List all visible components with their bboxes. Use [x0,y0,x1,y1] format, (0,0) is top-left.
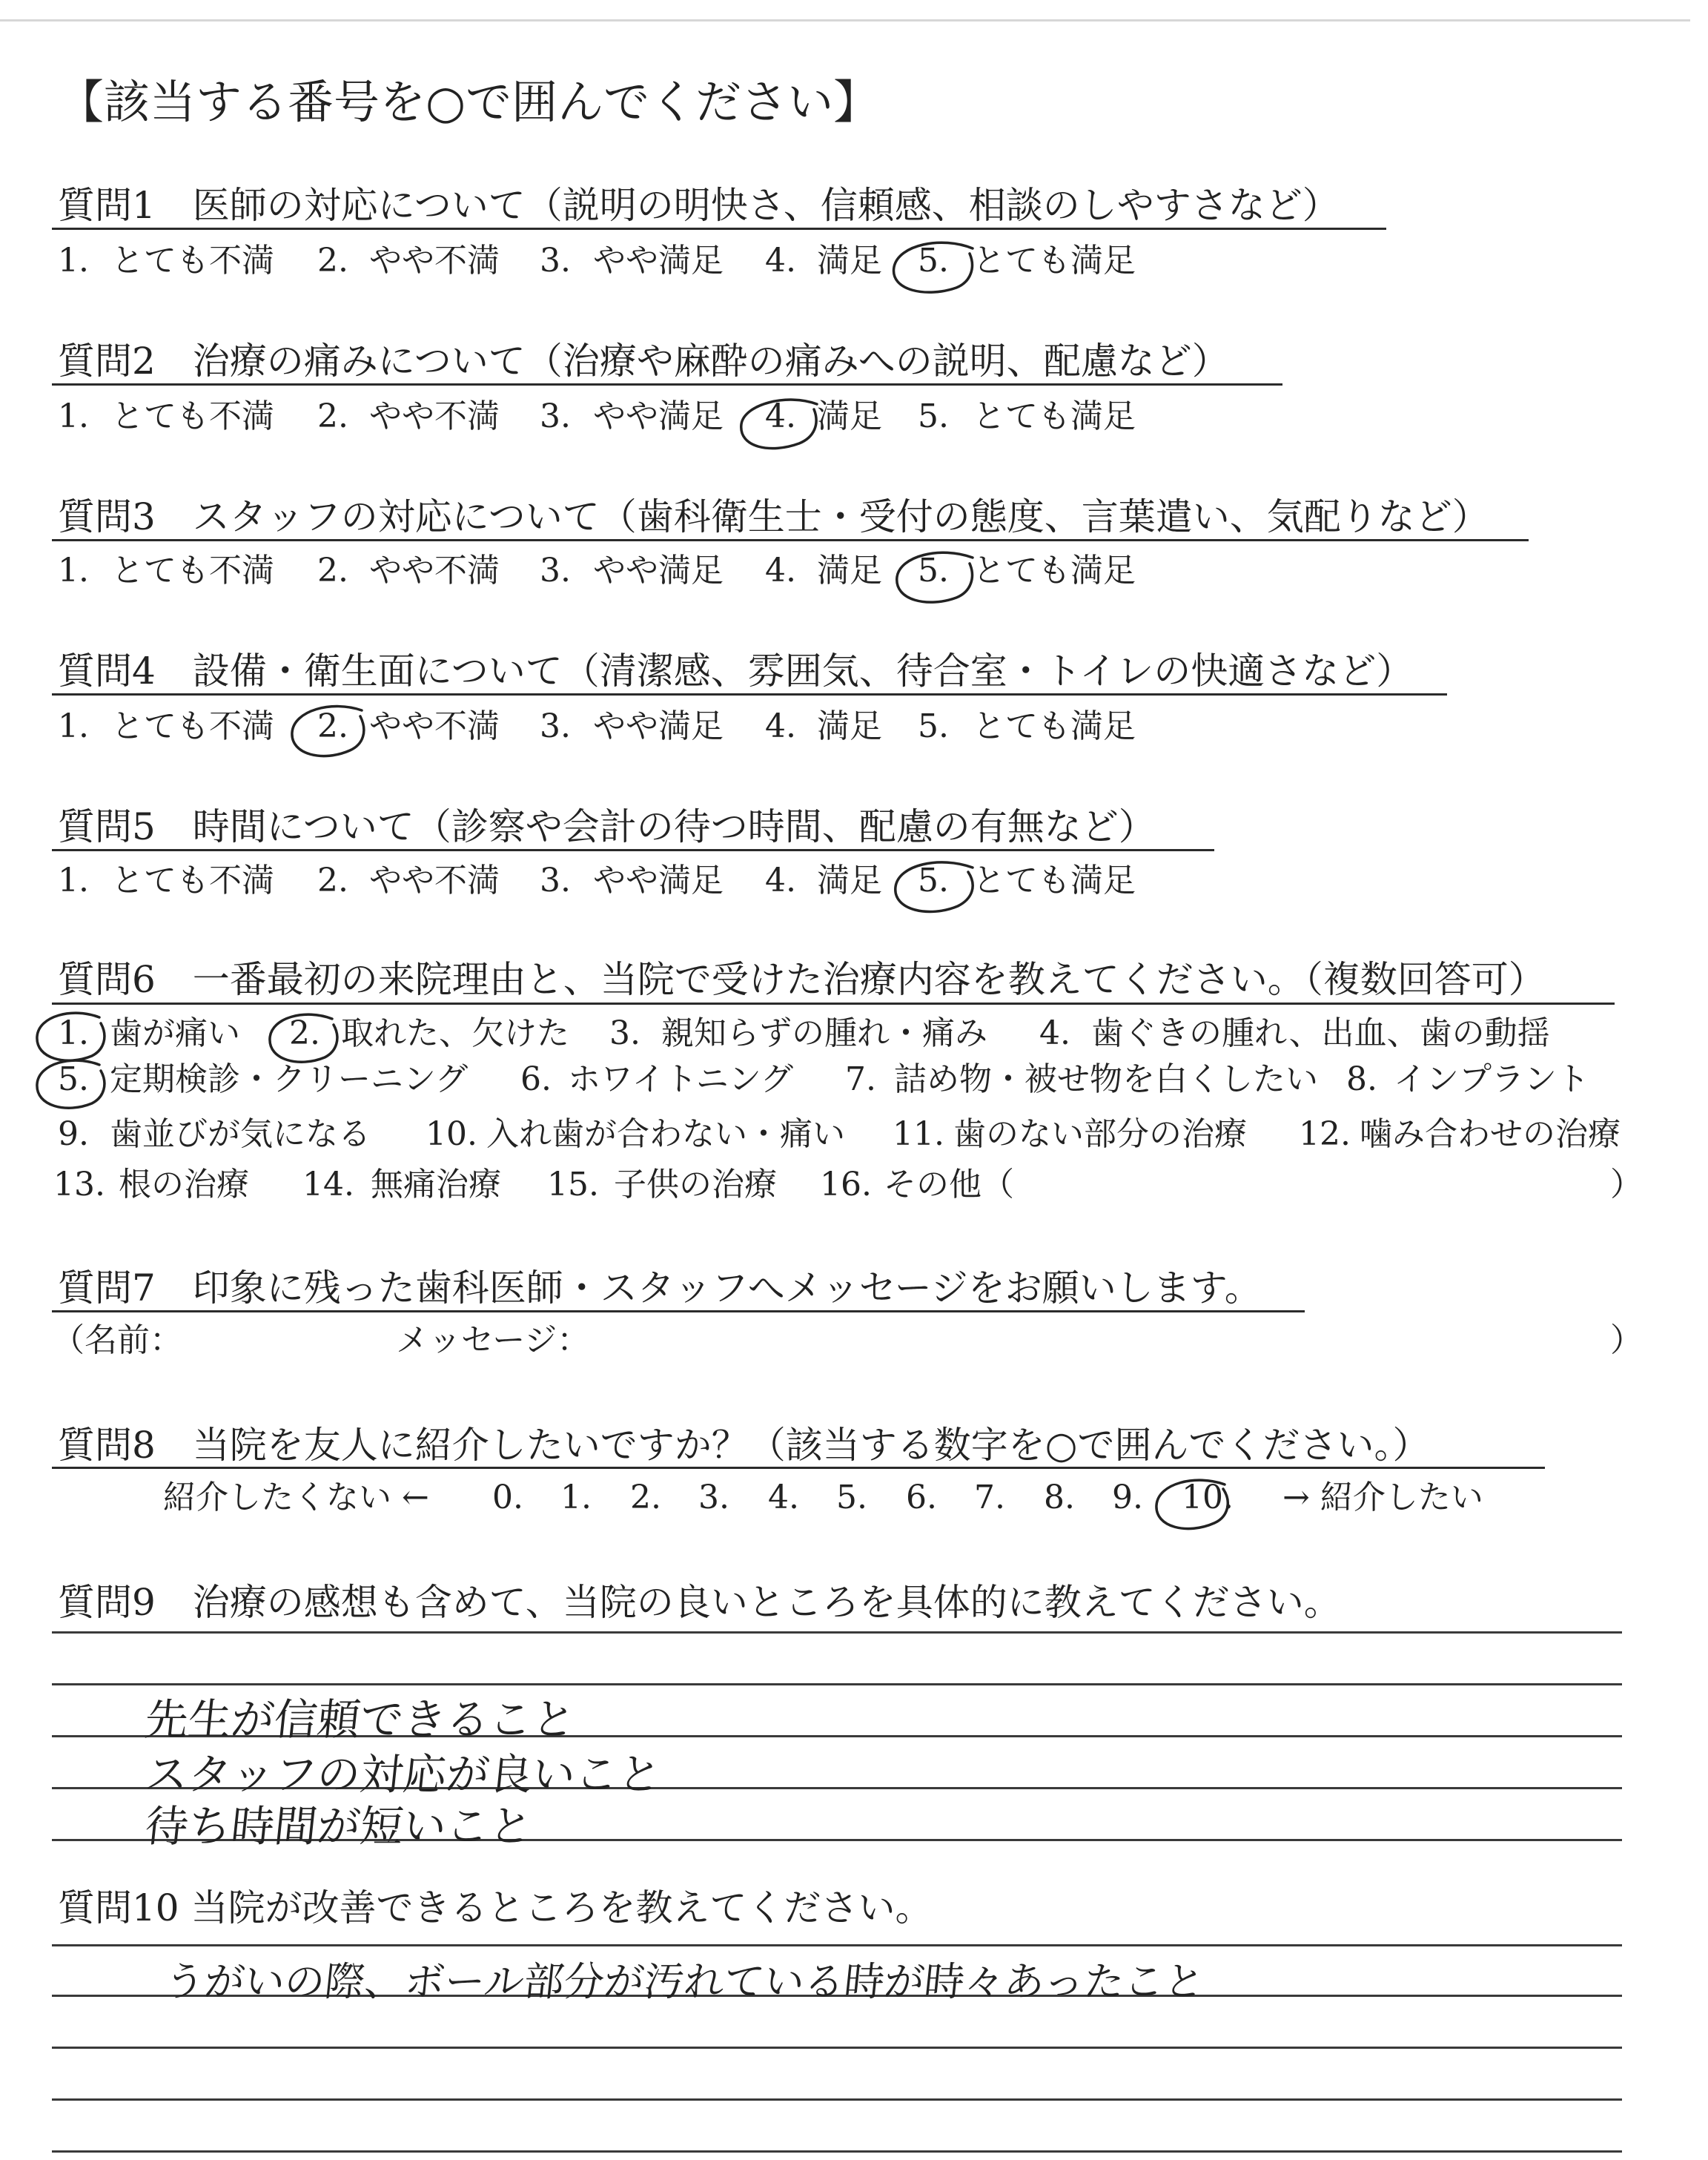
q6-opt8-text: インプラント [1394,1060,1589,1098]
q5-opt3-num[interactable]: 3. [540,862,571,899]
q2-opt1-num[interactable]: 1. [58,397,89,435]
q6-opt11-text: 歯のない部分の治療 [953,1115,1247,1153]
q10-handwritten-answer: うがいの際、ボール部分が汚れている時が時々あったこと [162,1958,1207,2005]
q2-opt2-num[interactable]: 2. [317,397,348,435]
q5-opt2-num[interactable]: 2. [317,862,348,899]
q5-opt1-text: とても不満 [111,862,274,899]
q6-opt16-num[interactable]: 16. [820,1166,872,1203]
q8-scale-6[interactable]: 6. [906,1479,937,1516]
q1-opt4-num[interactable]: 4. [765,242,796,280]
q5-opt4-text: 満足 [817,862,882,899]
q1-opt3-num[interactable]: 3. [540,242,571,280]
q6-opt7-num[interactable]: 7. [845,1060,876,1098]
q1-opt5-text: とても満足 [973,242,1136,280]
q4-opt5-text: とても満足 [973,707,1136,745]
q7-name-label: （名前： [52,1321,182,1359]
question-9-label: 質問9 治療の感想も含めて、当院の良いところを具体的に教えてください。 [58,1581,1341,1624]
q8-circle-mark [1156,1480,1228,1528]
q5-opt3-text: やや満足 [593,862,724,899]
q2-opt4-num[interactable]: 4. [765,397,796,435]
q8-scale-8[interactable]: 8. [1044,1479,1075,1516]
q3-circle-mark [897,552,973,602]
q6-opt5-num[interactable]: 5. [58,1060,89,1098]
q6-opt9-text: 歯並びが気になる [110,1115,371,1153]
q2-opt4-text: 満足 [817,397,882,435]
q8-scale-0[interactable]: 0. [492,1479,523,1516]
q8-scale-1[interactable]: 1. [560,1479,592,1516]
q6-opt15-text: 子供の治療 [614,1166,777,1203]
q2-opt5-text: とても満足 [973,397,1136,435]
q4-opt2-num[interactable]: 2. [317,707,348,745]
q8-scale-9[interactable]: 9. [1112,1479,1143,1516]
q6-opt6-text: ホワイトニング [568,1060,794,1098]
q3-opt4-num[interactable]: 4. [765,552,796,589]
question-8-label: 質問8 当院を友人に紹介したいですか？（該当する数字を○で囲んでください。） [58,1424,1430,1467]
q4-opt1-num[interactable]: 1. [58,707,89,745]
q3-opt1-num[interactable]: 1. [58,552,89,589]
q4-opt1-text: とても不満 [111,707,274,745]
q2-opt5-num[interactable]: 5. [918,397,949,435]
q6-opt4-text: 歯ぐきの腫れ、出血、歯の動揺 [1091,1014,1550,1052]
q1-circle-mark [894,242,973,292]
q6-other-close-paren: ） [1610,1166,1643,1203]
q2-opt3-text: やや満足 [593,397,724,435]
q5-opt4-num[interactable]: 4. [765,862,796,899]
q3-opt2-num[interactable]: 2. [317,552,348,589]
q6-opt11-num[interactable]: 11. [893,1115,944,1153]
q6-opt12-num[interactable]: 12. [1299,1115,1351,1153]
q6-opt14-num[interactable]: 14. [302,1166,354,1203]
question-7-label: 質問7 印象に残った歯科医師・スタッフへメッセージをお願いします。 [58,1266,1262,1309]
q6-opt1-num[interactable]: 1. [58,1014,89,1052]
q5-opt1-num[interactable]: 1. [58,862,89,899]
q9-handwritten-answer-2: スタッフの対応が良いこと [142,1749,664,1800]
q6-opt2-circle-mark [270,1014,337,1062]
question-2-label: 質問2 治療の痛みについて（治療や麻酔の痛みへの説明、配慮など） [58,340,1229,383]
q4-opt3-text: やや満足 [593,707,724,745]
q4-opt5-num[interactable]: 5. [918,707,949,745]
q4-circle-mark [292,707,364,756]
q5-opt2-text: やや不満 [369,862,500,899]
question-6-label: 質問6 一番最初の来院理由と、当院で受けた治療内容を教えてください。（複数回答可） [58,958,1546,1001]
q8-scale-5[interactable]: 5. [836,1479,867,1516]
q1-opt5-num[interactable]: 5. [918,242,949,280]
q6-opt3-text: 親知らずの腫れ・痛み [661,1014,987,1052]
q4-opt4-text: 満足 [817,707,882,745]
q3-opt3-num[interactable]: 3. [540,552,571,589]
q9-handwritten-answer-1: 先生が信頼できること [142,1694,578,1745]
q4-opt4-num[interactable]: 4. [765,707,796,745]
q7-close-paren: ） [1610,1321,1643,1359]
page-title: 【該当する番号を○で囲んでください】 [58,75,880,129]
q8-scale-2[interactable]: 2. [630,1479,661,1516]
q1-opt2-num[interactable]: 2. [317,242,348,280]
q6-opt13-text: 根の治療 [119,1166,249,1203]
q6-opt7-text: 詰め物・被せ物を白くしたい [894,1060,1318,1098]
q8-scale-7[interactable]: 7. [974,1479,1005,1516]
q6-opt1-circle-mark [37,1013,105,1060]
q2-opt2-text: やや不満 [369,397,500,435]
q6-opt8-num[interactable]: 8. [1346,1060,1377,1098]
q6-opt10-text: 入れ歯が合わない・痛い [486,1115,845,1153]
q4-opt2-text: やや不満 [369,707,500,745]
q6-opt13-num[interactable]: 13. [53,1166,105,1203]
q4-opt3-num[interactable]: 3. [540,707,571,745]
q3-opt5-text: とても満足 [973,552,1136,589]
q7-message-label: メッセージ： [396,1321,590,1359]
q8-right-label: → 紹介したい [1282,1479,1483,1516]
q5-circle-mark [896,862,973,912]
q9-handwritten-answer-3: 待ち時間が短いこと [142,1801,535,1852]
q2-circle-mark [741,397,817,449]
q8-scale-3[interactable]: 3. [698,1479,729,1516]
q3-opt1-text: とても不満 [111,552,274,589]
q6-opt6-num[interactable]: 6. [520,1060,552,1098]
question-5-label: 質問5 時間について（診察や会計の待つ時間、配慮の有無など） [58,805,1156,848]
q6-opt5-circle-mark [37,1060,105,1108]
q3-opt4-text: 満足 [817,552,882,589]
q1-opt1-text: とても不満 [111,242,274,280]
q6-opt4-num[interactable]: 4. [1039,1014,1070,1052]
q3-opt5-num[interactable]: 5. [918,552,949,589]
question-4-label: 質問4 設備・衛生面について（清潔感、雰囲気、待合室・トイレの快適さなど） [58,650,1414,693]
q6-opt15-num[interactable]: 15. [547,1166,599,1203]
q6-opt10-num[interactable]: 10. [426,1115,477,1153]
q8-scale-4[interactable]: 4. [768,1479,799,1516]
q2-opt1-text: とても不満 [111,397,274,435]
question-10-label: 質問10 当院が改善できるところを教えてください。 [58,1886,933,1929]
question-3-label: 質問3 スタッフの対応について（歯科衛生士・受付の態度、言葉遣い、気配りなど） [58,495,1489,538]
q3-opt3-text: やや満足 [593,552,724,589]
q6-opt3-num[interactable]: 3. [609,1014,640,1052]
q6-opt1-text: 歯が痛い [110,1014,240,1052]
q1-opt2-text: やや不満 [369,242,500,280]
q2-opt3-num[interactable]: 3. [540,397,571,435]
q1-opt1-num[interactable]: 1. [58,242,89,280]
q6-opt16-text: その他（ [884,1166,1014,1203]
q6-opt2-num[interactable]: 2. [289,1014,320,1052]
q5-opt5-num[interactable]: 5. [918,862,949,899]
q5-opt5-text: とても満足 [973,862,1136,899]
question-1-label: 質問1 医師の対応について（説明の明快さ、信頼感、相談のしやすさなど） [58,184,1340,227]
q8-scale-10[interactable]: 10. [1182,1479,1234,1516]
q6-opt2-text: 取れた、欠けた [341,1014,569,1052]
q6-opt5-text: 定期検診・クリーニング [110,1060,469,1098]
q6-opt9-num[interactable]: 9. [58,1115,89,1153]
q6-opt12-text: 噛み合わせの治療 [1360,1115,1621,1153]
q1-opt4-text: 満足 [817,242,882,280]
q3-opt2-text: やや不満 [369,552,500,589]
q1-opt3-text: やや満足 [593,242,724,280]
q6-opt14-text: 無痛治療 [371,1166,501,1203]
q8-left-label: 紹介したくない ← [163,1479,429,1516]
